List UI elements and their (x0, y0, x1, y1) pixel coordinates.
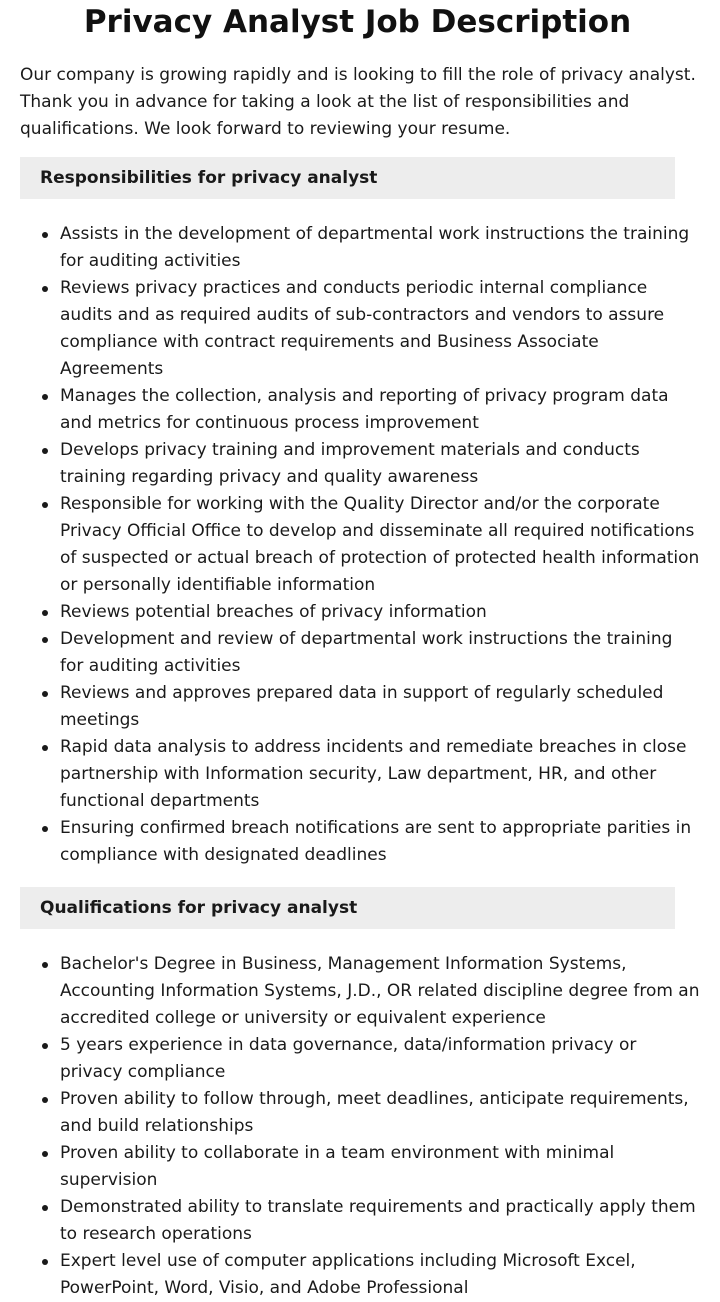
responsibility-item (20, 383, 700, 437)
intro-paragraph: Our company is growing rapidly and is looking to fill the role of privacy analyst. Thank you in advance for taking a look at the list of responsibilities and qualifications. We look forward to reviewing your resume. (20, 65, 696, 139)
responsibility-item (20, 491, 700, 599)
qualification-item-text: Demonstrated ability to translate requirements and practically apply them to research operations (60, 1197, 696, 1244)
bullet-icon (42, 232, 48, 238)
bullet-icon (42, 394, 48, 400)
bullet-icon (42, 286, 48, 292)
bullet-icon (42, 745, 48, 751)
responsibility-item (20, 680, 700, 734)
responsibility-item (20, 275, 700, 383)
qualification-item (20, 1032, 700, 1086)
responsibility-item-text: Reviews privacy practices and conducts periodic internal compliance audits and as required audits of sub-contractors and vendors to assure compliance with contract requirements and Business Associate Agreements (60, 278, 665, 379)
bullet-icon (42, 1151, 48, 1157)
responsibilities-list (20, 221, 700, 869)
bullet-icon (42, 610, 48, 616)
responsibilities-heading: Responsibilities for privacy analyst (20, 157, 675, 199)
responsibility-item-text: Rapid data analysis to address incidents and remediate breaches in close partnership with Information security, Law department, HR, and other functional departments (60, 737, 687, 811)
responsibility-item-text: Manages the collection, analysis and reporting of privacy program data and metrics for continuous process improvement (60, 386, 669, 433)
responsibility-item-text: Develops privacy training and improvement materials and conducts training regarding privacy and quality awareness (60, 440, 640, 487)
responsibility-item (20, 626, 700, 680)
responsibility-item (20, 815, 700, 869)
bullet-icon (42, 502, 48, 508)
bullet-icon (42, 1043, 48, 1049)
qualification-item-text: Expert level use of computer applications including Microsoft Excel, PowerPoint, Word, Visio, and Adobe Professional (60, 1251, 636, 1298)
bullet-icon (42, 1097, 48, 1103)
qualification-item (20, 951, 700, 1032)
responsibility-item (20, 437, 700, 491)
qualification-item-text: 5 years experience in data governance, data/information privacy or privacy compliance (60, 1035, 637, 1082)
responsibility-item-text: Reviews potential breaches of privacy information (60, 602, 487, 622)
qualification-item-text: Proven ability to collaborate in a team environment with minimal supervision (60, 1143, 615, 1190)
bullet-icon (42, 1205, 48, 1211)
responsibility-item-text: Responsible for working with the Quality Director and/or the corporate Privacy Official Office to develop and disseminate all required notifications of suspected or actual breach of protection of protected health information or personally identifiable information (60, 494, 700, 595)
responsibility-item-text: Assists in the development of departmental work instructions the training for auditing activities (60, 224, 690, 271)
qualification-item-text: Proven ability to follow through, meet deadlines, anticipate requirements, and build relationships (60, 1089, 689, 1136)
bullet-icon (42, 962, 48, 968)
qualification-item (20, 1086, 700, 1140)
responsibility-item-text: Ensuring confirmed breach notifications are sent to appropriate parities in compliance with designated deadlines (60, 818, 692, 865)
bullet-icon (42, 1259, 48, 1265)
qualifications-heading: Qualifications for privacy analyst (20, 887, 675, 929)
bullet-icon (42, 637, 48, 643)
qualification-item (20, 1194, 700, 1248)
bullet-icon (42, 448, 48, 454)
responsibility-item (20, 734, 700, 815)
responsibility-item-text: Reviews and approves prepared data in support of regularly scheduled meetings (60, 683, 664, 730)
qualification-item-text: Bachelor's Degree in Business, Management Information Systems, Accounting Information Systems, J.D., OR related discipline degree from an accredited college or university or equivalent experience (60, 954, 700, 1028)
responsibility-item (20, 599, 700, 626)
qualification-item (20, 1140, 700, 1194)
responsibility-item (20, 221, 700, 275)
responsibility-item-text: Development and review of departmental work instructions the training for auditing activities (60, 629, 673, 676)
qualification-item (20, 1248, 700, 1302)
page-title: Privacy Analyst Job Description (83, 4, 632, 40)
bullet-icon (42, 826, 48, 832)
bullet-icon (42, 691, 48, 697)
qualifications-list (20, 951, 700, 1302)
